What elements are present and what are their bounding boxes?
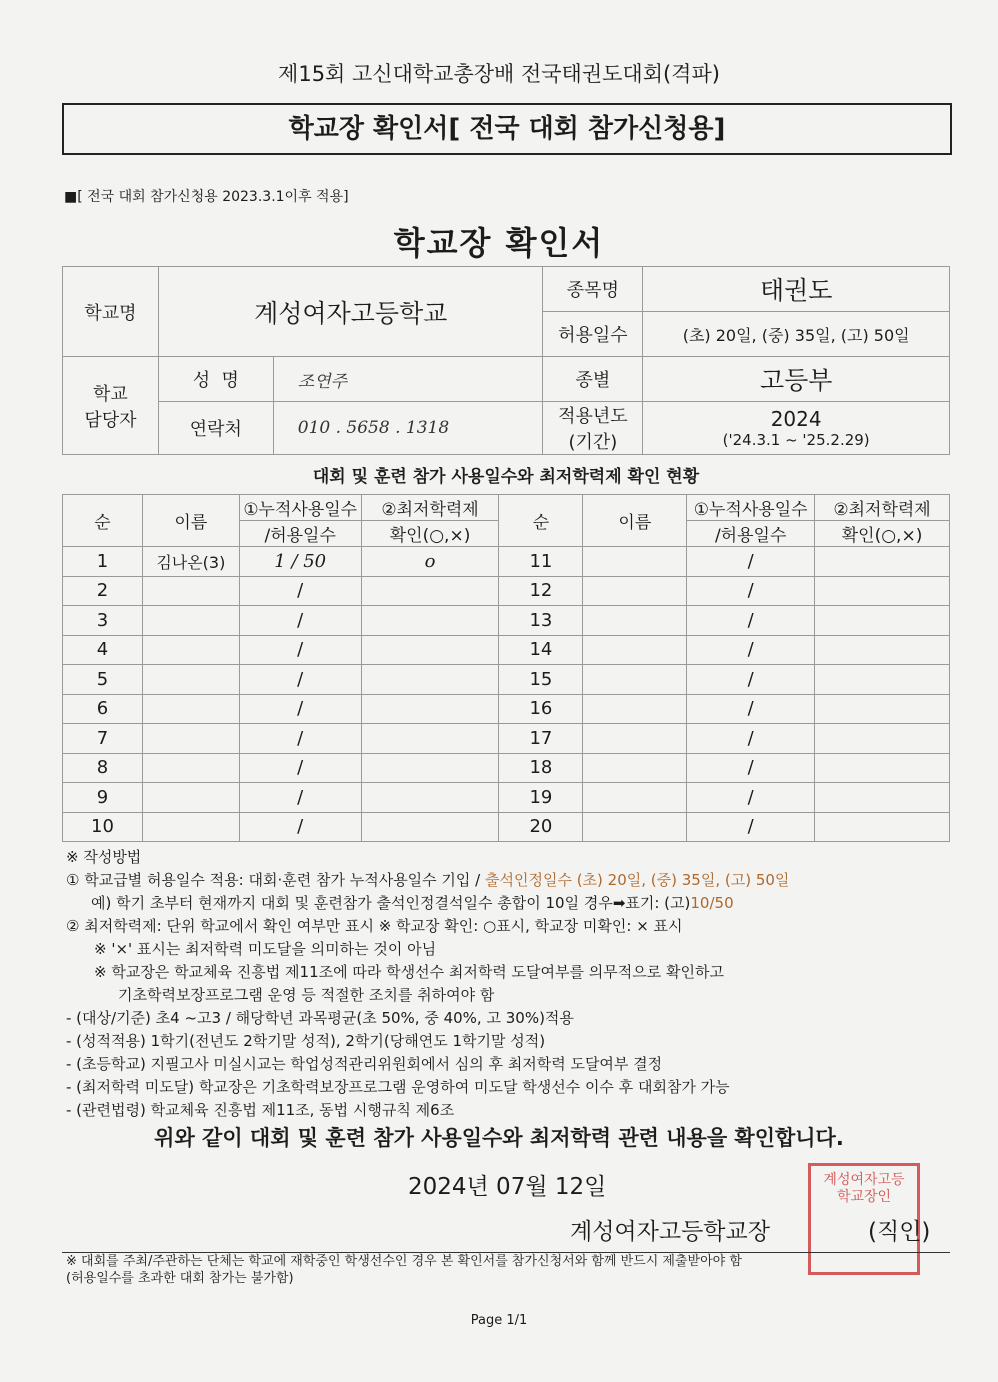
cell-days: / bbox=[239, 635, 361, 665]
cell-days: / bbox=[239, 694, 361, 724]
sport-value: 태권도 bbox=[643, 267, 950, 312]
year-value: 2024 bbox=[770, 407, 822, 431]
table-row bbox=[63, 665, 950, 695]
period-value: ('24.3.1 ~ '25.2.29) bbox=[722, 431, 870, 449]
cell-no: 10 bbox=[63, 812, 143, 842]
cell-name bbox=[142, 635, 239, 665]
sport-label: 종목명 bbox=[543, 267, 643, 312]
school-name: 계성여자고등학교 bbox=[158, 267, 543, 357]
cell-no: 8 bbox=[63, 753, 143, 783]
year-label-line2: (기간) bbox=[568, 432, 618, 453]
table-row bbox=[63, 576, 950, 606]
page-number: Page 1/1 bbox=[470, 1313, 528, 1328]
participation-table bbox=[62, 494, 950, 842]
writing-instructions bbox=[66, 846, 946, 1122]
cell-no: 7 bbox=[63, 724, 143, 754]
cell-days: / bbox=[687, 783, 815, 813]
cell-name bbox=[583, 547, 687, 577]
header-check-sub: 확인(○,×) bbox=[815, 521, 950, 547]
cell-check bbox=[815, 694, 950, 724]
cell-check bbox=[815, 576, 950, 606]
table-row bbox=[63, 724, 950, 754]
instruction-line: ※ '×' 표시는 최저학력 미도달을 의미하는 것이 아님 bbox=[94, 940, 437, 958]
cell-no: 13 bbox=[499, 606, 583, 636]
cell-days: / bbox=[239, 812, 361, 842]
allowed-days-value: (초) 20일, (중) 35일, (고) 50일 bbox=[643, 312, 950, 357]
category-label: 종별 bbox=[543, 357, 643, 402]
header-check-sub: 확인(○,×) bbox=[361, 521, 499, 547]
header-check: ②최저학력제 bbox=[361, 495, 499, 521]
cell-name bbox=[583, 576, 687, 606]
cell-check bbox=[361, 694, 499, 724]
manager-name: 조연주 bbox=[273, 357, 543, 402]
document-title: 학교장 확인서 bbox=[393, 224, 605, 262]
instruction-line: - (초등학교) 지필고사 미실시교는 학업성적관리위원회에서 심의 후 최저학력 도달여부 결정 bbox=[66, 1055, 663, 1073]
year-label-line1: 적용년도 bbox=[558, 406, 628, 427]
cell-days: / bbox=[687, 606, 815, 636]
instruction-line: - (대상/기준) 초4 ~고3 / 해당학년 과목평균(초 50%, 중 40%, 고 30%)적용 bbox=[66, 1009, 574, 1027]
header-days-sub: /허용일수 bbox=[239, 521, 361, 547]
cell-check bbox=[361, 753, 499, 783]
footnote-line: ※ 대회를 주최/주관하는 단체는 학교에 재학중인 학생선수인 경우 본 확인서를 참가신청서와 함께 반드시 제출받아야 함 bbox=[66, 1254, 742, 1269]
manager-contact: 010 . 5658 . 1318 bbox=[273, 402, 543, 455]
header-days: ①누적사용일수 bbox=[687, 495, 815, 521]
cell-check bbox=[361, 783, 499, 813]
form-title-box: 학교장 확인서[ 전국 대회 참가신청용] bbox=[62, 103, 952, 155]
instruction-line: ② 최저학력제: 단위 학교에서 확인 여부만 표시 ※ 학교장 확인: ○표시, 학교장 미확인: × 표시 bbox=[66, 917, 683, 935]
cell-check bbox=[815, 665, 950, 695]
cell-days: / bbox=[687, 576, 815, 606]
instruction-highlight: 출석인정일수 (초) 20일, (중) 35일, (고) 50일 bbox=[485, 871, 790, 889]
cell-no: 1 bbox=[63, 547, 143, 577]
table-row bbox=[63, 753, 950, 783]
table-row bbox=[63, 694, 950, 724]
cell-check bbox=[815, 547, 950, 577]
cell-check bbox=[361, 576, 499, 606]
instruction-line bbox=[66, 892, 946, 915]
cell-no: 2 bbox=[63, 576, 143, 606]
table-row bbox=[63, 635, 950, 665]
cell-no: 18 bbox=[499, 753, 583, 783]
contact-label: 연락처 bbox=[158, 402, 273, 455]
cell-no: 12 bbox=[499, 576, 583, 606]
cell-no: 9 bbox=[63, 783, 143, 813]
instruction-line: - (성적적용) 1학기(전년도 2학기말 성적), 2학기(당해연도 1학기말 성적) bbox=[66, 1032, 546, 1050]
cell-name bbox=[583, 606, 687, 636]
cell-name bbox=[142, 576, 239, 606]
cell-name bbox=[583, 665, 687, 695]
writing-title: ※ 작성방법 bbox=[66, 848, 142, 866]
cell-check bbox=[361, 665, 499, 695]
instruction-line: - (최저학력 미도달) 학교장은 기초학력보장프로그램 운영하여 미도달 학생선수 이수 후 대회참가 가능 bbox=[66, 1078, 730, 1096]
cell-check bbox=[361, 606, 499, 636]
header-name: 이름 bbox=[583, 495, 687, 547]
cell-days: / bbox=[687, 694, 815, 724]
cell-name bbox=[583, 694, 687, 724]
cell-name bbox=[583, 783, 687, 813]
cell-name bbox=[142, 694, 239, 724]
cell-name bbox=[583, 753, 687, 783]
cell-check bbox=[815, 606, 950, 636]
issue-date: 2024년 07월 12일 bbox=[408, 1174, 607, 1200]
name-label: 성 명 bbox=[158, 357, 273, 402]
cell-days: / bbox=[687, 635, 815, 665]
cell-no: 14 bbox=[499, 635, 583, 665]
footnote-line: (허용일수를 초과한 대회 참가는 불가함) bbox=[66, 1271, 294, 1286]
cell-no: 3 bbox=[63, 606, 143, 636]
manager-label-line1: 학교 bbox=[93, 383, 128, 405]
cell-days: 1 / 50 bbox=[239, 547, 361, 577]
cell-days: / bbox=[239, 753, 361, 783]
applicable-note: ■[ 전국 대회 참가신청용 2023.3.1이후 적용] bbox=[64, 189, 349, 205]
cell-days: / bbox=[687, 724, 815, 754]
seal-label: (직인) bbox=[868, 1219, 931, 1245]
cell-no: 16 bbox=[499, 694, 583, 724]
cell-no: 11 bbox=[499, 547, 583, 577]
header-no: 순 bbox=[499, 495, 583, 547]
cell-check bbox=[815, 812, 950, 842]
cell-check bbox=[815, 783, 950, 813]
cell-days: / bbox=[239, 783, 361, 813]
cell-name: 김나온(3) bbox=[142, 547, 239, 577]
cell-no: 5 bbox=[63, 665, 143, 695]
table-row bbox=[63, 812, 950, 842]
cell-no: 20 bbox=[499, 812, 583, 842]
header-days: ①누적사용일수 bbox=[239, 495, 361, 521]
cell-days: / bbox=[239, 724, 361, 754]
principal-signature: 계성여자고등학교장 bbox=[570, 1219, 770, 1245]
instruction-line: 기초학력보장프로그램 운영 등 적절한 조치를 취하여야 함 bbox=[118, 986, 495, 1004]
table-row bbox=[63, 783, 950, 813]
footnote bbox=[66, 1253, 946, 1287]
cell-days: / bbox=[239, 606, 361, 636]
manager-label-line2: 담당자 bbox=[84, 409, 137, 431]
cell-name bbox=[142, 724, 239, 754]
instruction-text: 예) 학기 초부터 현재까지 대회 및 훈련참가 출석인정결석일수 총합이 10일 경우➡표기: (고) bbox=[91, 894, 691, 912]
instruction-text: ① 학교급별 허용일수 적용: 대회·훈련 참가 누적사용일수 기입 / bbox=[66, 871, 485, 889]
cell-no: 17 bbox=[499, 724, 583, 754]
cell-no: 19 bbox=[499, 783, 583, 813]
header-name: 이름 bbox=[142, 495, 239, 547]
cell-name bbox=[142, 665, 239, 695]
cell-check bbox=[815, 724, 950, 754]
instruction-line: - (관련법령) 학교체육 진흥법 제11조, 동법 시행규칙 제6조 bbox=[66, 1101, 455, 1119]
cell-name bbox=[583, 724, 687, 754]
cell-days: / bbox=[239, 665, 361, 695]
instruction-line bbox=[66, 869, 946, 892]
year-cell bbox=[643, 402, 950, 455]
header-days-sub: /허용일수 bbox=[687, 521, 815, 547]
cell-no: 15 bbox=[499, 665, 583, 695]
category-value: 고등부 bbox=[643, 357, 950, 402]
header-check: ②최저학력제 bbox=[815, 495, 950, 521]
cell-name bbox=[142, 753, 239, 783]
instruction-highlight: 10/50 bbox=[690, 894, 734, 912]
cell-name bbox=[142, 812, 239, 842]
table-row bbox=[63, 606, 950, 636]
section-title: 대회 및 훈련 참가 사용일수와 최저학력제 확인 현황 bbox=[312, 467, 700, 487]
cell-check bbox=[815, 635, 950, 665]
allowed-days-label: 허용일수 bbox=[543, 312, 643, 357]
year-label bbox=[543, 402, 643, 455]
cell-days: / bbox=[687, 665, 815, 695]
cell-no: 6 bbox=[63, 694, 143, 724]
cell-name bbox=[583, 812, 687, 842]
instruction-line: ※ 학교장은 학교체육 진흥법 제11조에 따라 학생선수 최저학력 도달여부를 의무적으로 확인하고 bbox=[94, 963, 724, 981]
confirmation-statement: 위와 같이 대회 및 훈련 참가 사용일수와 최저학력 관련 내용을 확인합니다. bbox=[154, 1126, 844, 1150]
cell-check bbox=[361, 724, 499, 754]
cell-name bbox=[142, 606, 239, 636]
cell-days: / bbox=[687, 547, 815, 577]
official-seal: 계성여자고등학교장인 bbox=[808, 1163, 920, 1275]
manager-label bbox=[63, 357, 159, 455]
info-table bbox=[62, 266, 950, 455]
cell-no: 4 bbox=[63, 635, 143, 665]
cell-days: / bbox=[687, 753, 815, 783]
school-label: 학교명 bbox=[63, 267, 159, 357]
cell-check bbox=[815, 753, 950, 783]
header-no: 순 bbox=[63, 495, 143, 547]
cell-days: / bbox=[239, 576, 361, 606]
table-row bbox=[63, 547, 950, 577]
cell-check: o bbox=[361, 547, 499, 577]
cell-name bbox=[142, 783, 239, 813]
event-title: 제15회 고신대학교총장배 전국태권도대회(격파) bbox=[278, 62, 720, 86]
cell-check bbox=[361, 812, 499, 842]
cell-name bbox=[583, 635, 687, 665]
cell-days: / bbox=[687, 812, 815, 842]
cell-check bbox=[361, 635, 499, 665]
